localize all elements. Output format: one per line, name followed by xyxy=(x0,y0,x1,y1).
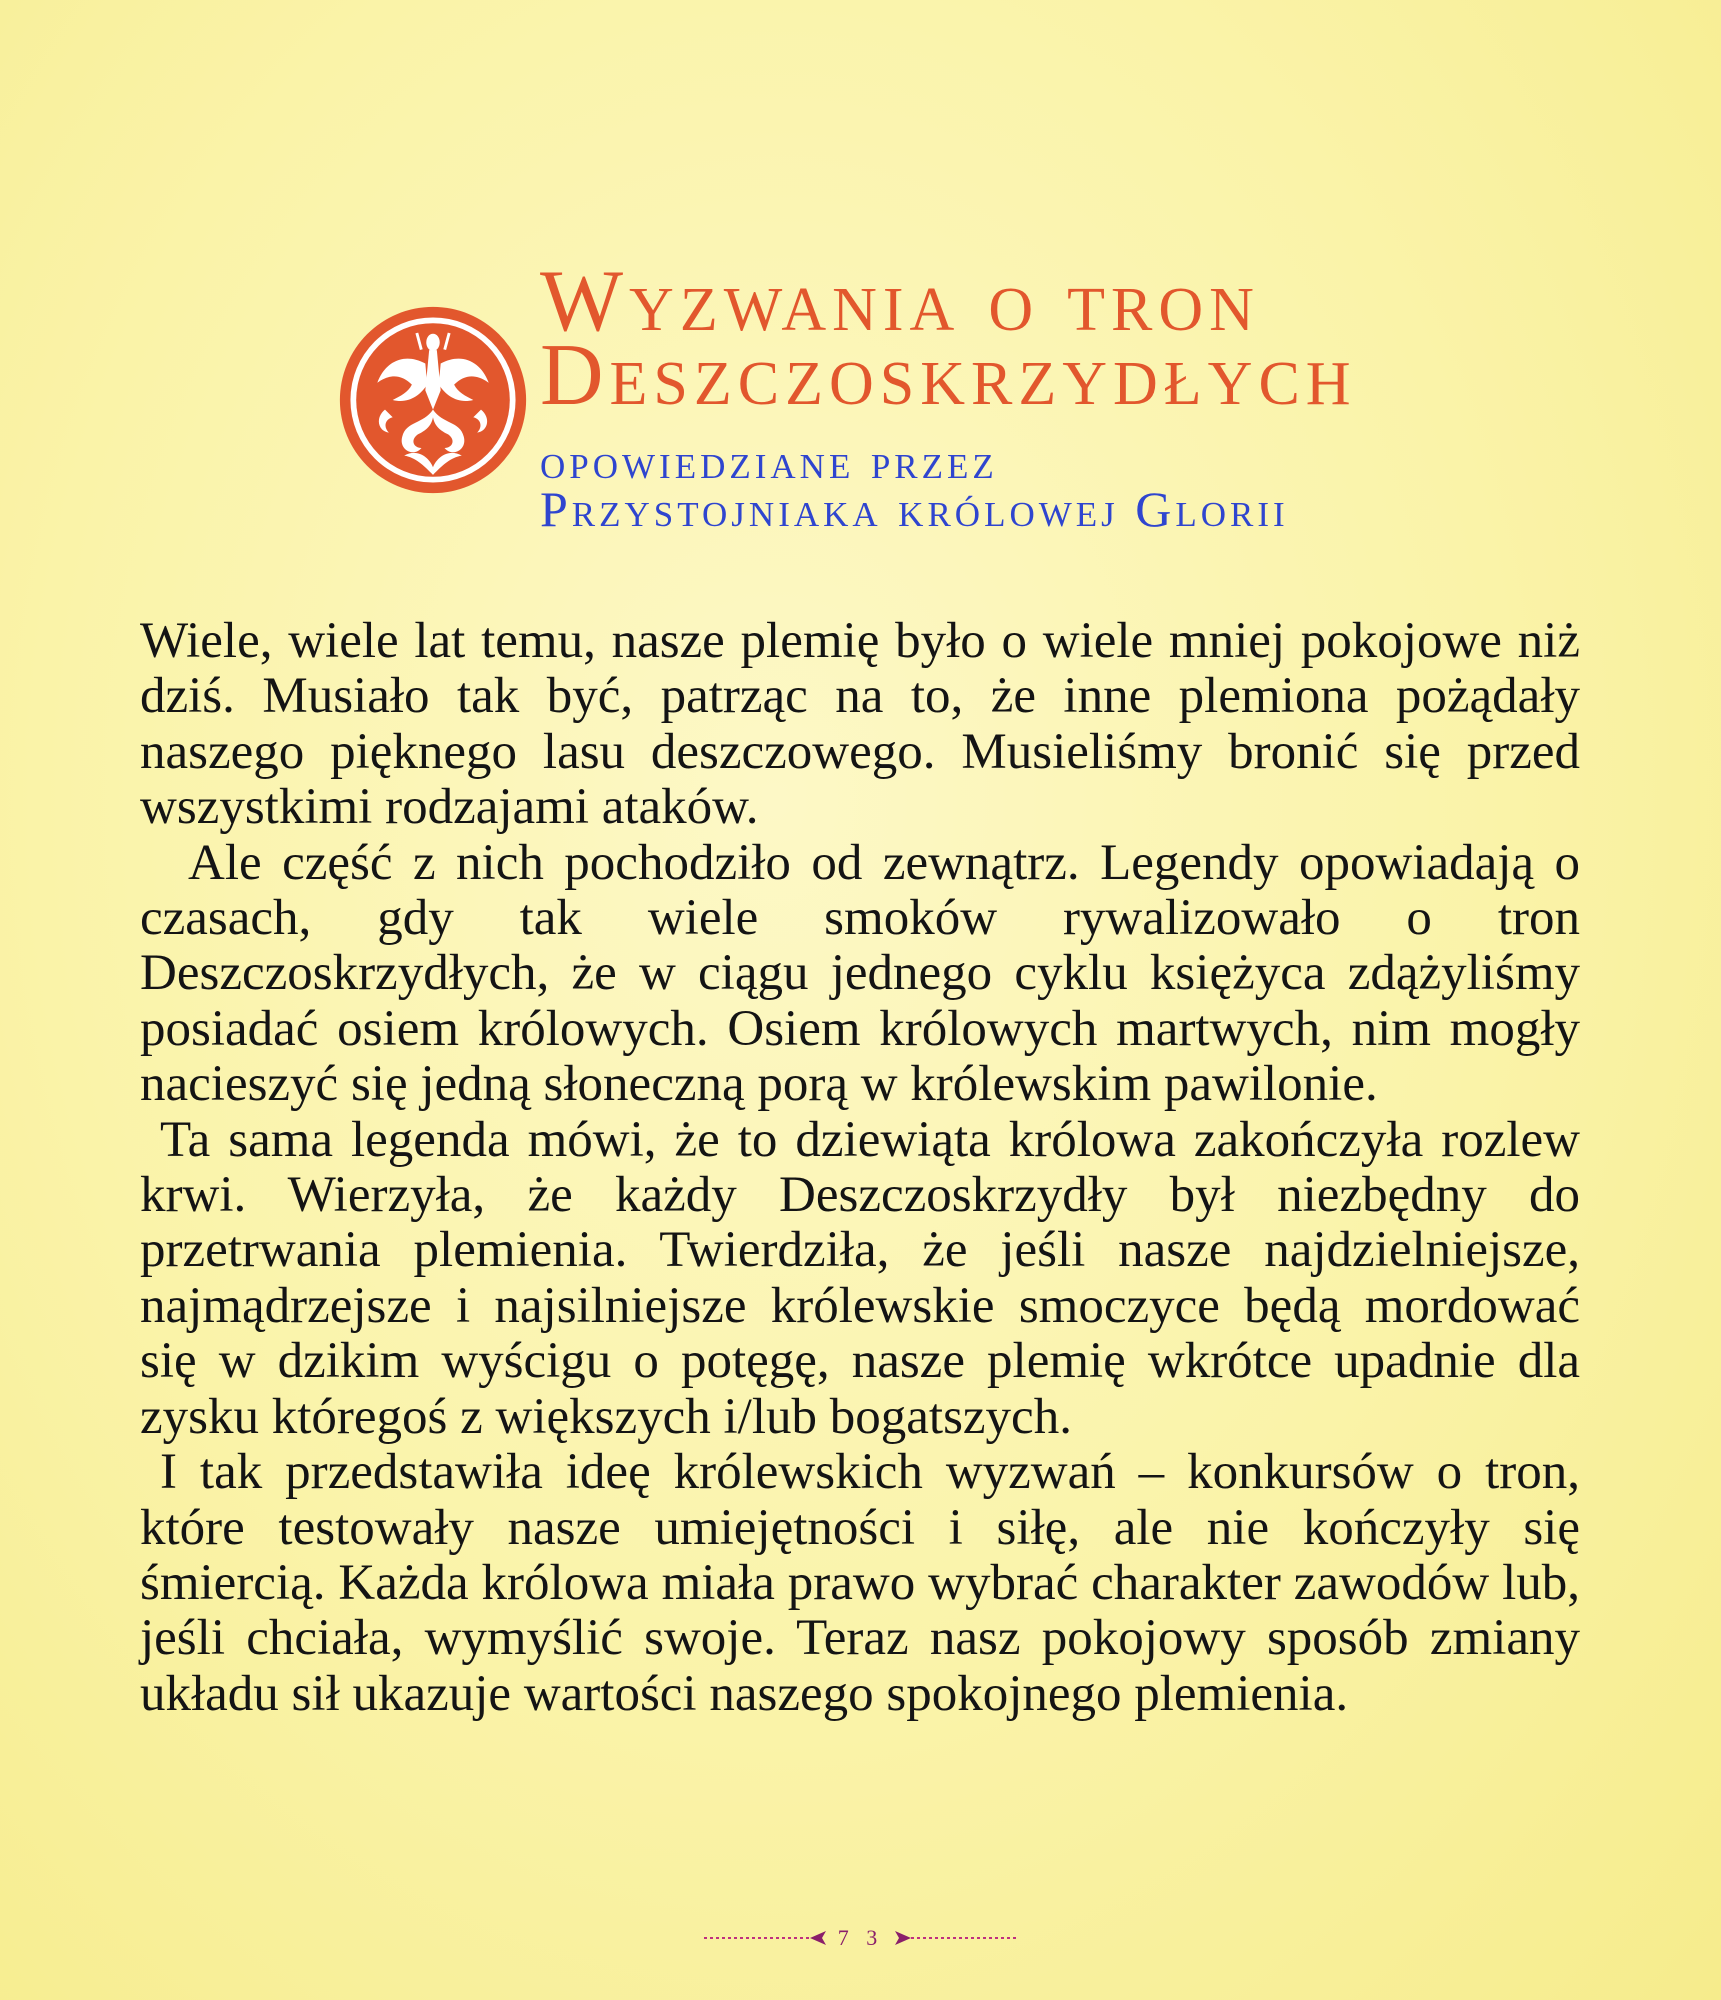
page-number: 7 3 xyxy=(837,1925,884,1950)
page-title-line-1: Wyzwania o tron xyxy=(540,253,1260,350)
story-body xyxy=(140,614,1580,1722)
left-ornament-icon xyxy=(702,1928,832,1948)
rainwing-emblem-icon xyxy=(337,304,529,496)
paragraph-3: Ta sama legenda mówi, że to dziewiąta królowa zakończyła rozlew krwi. Wierzyła, że każdy Deszczoskrzydły był niezbędny do przetrwania plemienia. Twierdziła, że jeśli nasze najdzielniejsze, najmądrzejsze i najsilniejsze królewskie smoczyce będą mordować się w dzikim wyścigu o potęgę, nasze plemię wkrótce upadnie dla zysku któregoś z większych i/lub bogatszych. xyxy=(140,1111,1580,1445)
subtitle-block xyxy=(540,433,1680,537)
paragraph-4: I tak przedstawiła ideę królewskich wyzwań – konkursów o tron, które testowały nasze umiejętności i siłę, ale nie kończyły się śmiercią. Każda królowa miała prawo wybrać charakter zawodów lub, jeśli chciała, wymyślić swoje. Teraz nasz pokojowy sposób zmiany układu sił ukazuje wartości naszego spokojnego plemienia. xyxy=(140,1444,1580,1722)
page-title-line-2: Deszczoskrzydłych xyxy=(540,327,1357,424)
title-block xyxy=(540,253,1680,537)
paragraph-2: Ale część z nich pochodziło od zewnątrz. Legendy opowiadają o czasach, gdy tak wiele smoków rywalizowało o tron Deszczoskrzydłych, że w ciągu jednego cyklu księżyca zdążyliśmy posiadać osiem królowych. Osiem królowych martwych, nim mogły nacieszyć się jedną słoneczną porą w królewskim pawilonie. xyxy=(140,834,1580,1113)
paragraph-1: Wiele, wiele lat temu, nasze plemię było o wiele mniej pokojowe niż dziś. Musiało tak być, patrząc na to, że inne plemiona pożądały naszego pięknego lasu deszczowego. Musieliśmy bronić się przed wszystkimi rodzajami ataków. xyxy=(140,613,1580,836)
subtitle-line-1: opowiedziane przez xyxy=(540,433,998,489)
right-ornament-icon xyxy=(889,1928,1019,1948)
page-footer xyxy=(0,1918,1721,1958)
subtitle-line-2: Przystojniaka królowej Glorii xyxy=(540,481,1289,537)
